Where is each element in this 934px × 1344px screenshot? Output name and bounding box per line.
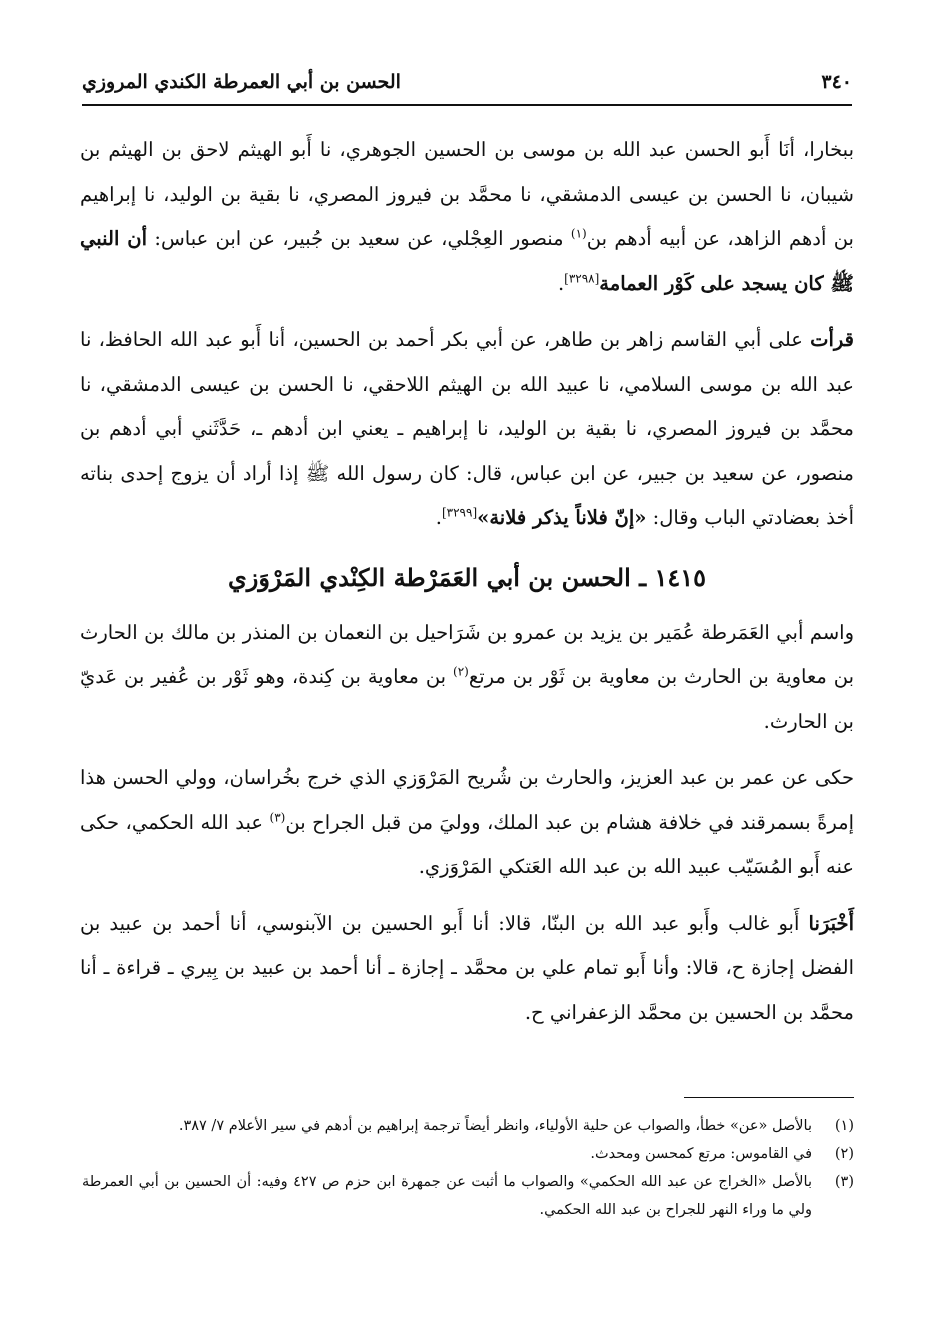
text-run: أَبو غالب وأَبو عبد الله بن البنّا، قالا: أنا أَبو الحسين بن الآبنوسي، أنا أحمد بن عبيد بن الفضل إجازة ح، قالا: وأنا أَبو تمام علي بن محمَّد ـ إجازة ـ أنا أحمد بن عبيد بن بِيري ـ قراءة ـ أنا محمَّد بن الحسين بن محمَّد الزعفراني ح. [80,911,854,1024]
footnote-marker: (١) [570,226,587,241]
footnote-marker: (٢) [453,664,469,679]
bold-text: أن النبي ﷺ كان يسجد على كَوْر العمامة [80,227,854,295]
main-text [80,128,854,1047]
text-run: بن معاوية بن كِندة، وهو ثَوْر بن عُفير بن عَديّ بن الحارث. [80,665,854,733]
paragraph [80,128,854,306]
text-run: ببخارا، أنَا أَبو الحسن عبد الله بن موسى بن الحسين الجوهري، نا أَبو الهيثم لاحق بن الهيثم بن شيبان، نا الحسن بن عيسى الدمشقي، نا محمَّد بن فيروز المصري، نا بقية بن الوليد، نا إبراهيم بن أدهم الزاهد، عن أبيه أدهم بن [80,138,854,250]
running-title: الحسن بن أبي العمرطة الكندي المروزي [82,71,401,93]
paragraph [80,611,854,745]
text-run: . [557,271,565,295]
paragraph [80,756,854,890]
footnote [82,1112,854,1140]
text-run: حكى عن عمر بن عبد العزيز، والحارث بن شُريح المَرْوَزي الذي خرج بخُراسان، وولي الحسن هذا إمرةً بسمرقند في خلافة هشام بن عبد الملك، ووليَ من قبل الجراح بن [80,766,854,834]
footnote-text: بالأصل «الخراج عن عبد الله الحكمي» والصواب ما أثبت عن جمهرة ابن حزم ص ٤٢٧ وفيه: أن الحسين بن أبي العمرطة ولي ما وراء النهر للجراح بن عبد الله الحكمي. [82,1174,812,1218]
paragraphs-after [80,611,854,1036]
header-rule [82,104,852,106]
text-run: عبد الله الحكمي، حكى عنه أَبو المُسَيّب عبيد الله بن عبد الله العَتكي المَرْوَزي. [80,810,854,878]
paragraph [80,902,854,1036]
footnote-marker: [٣٢٩٨] [564,271,600,285]
footnotes [82,1112,854,1224]
footnote-number: (١) [834,1118,854,1134]
text-run: واسم أبي العَمَرطة عُمَير بن يزيد بن عمرو بن شَرَاحيل بن النعمان بن المنذر بن مالك بن الحارث بن معاوية بن الحارث بن معاوية بن ثَوْر بن مرتع [80,620,854,688]
footnote [82,1140,854,1168]
bold-text: قرأت [810,328,854,351]
page-header [82,62,852,102]
text-run: على أبي القاسم زاهر بن طاهر، عن أبي بكر أحمد بن الحسين، أنا أَبو عبد الله الحافظ، نا عبد الله بن موسى السلامي، نا عبيد الله بن الهيثم اللاحقي، نا الحسن بن عيسى الدمشقي، نا محمَّد بن فيروز المصري، نا بقية بن الوليد، نا إبراهيم ـ يعني ابن أدهم ـ، حَدَّثَني أبي أدهم بن منصور، عن سعيد بن جبير، عن ابن عباس، قال: كان رسول الله ﷺ إذا أراد أن يزوج إحدى بناته أخذ بعضادتي الباب وقال: [80,328,854,529]
text-run: . [435,506,442,529]
footnote-number: (٢) [834,1146,854,1162]
footnote-number: (٣) [834,1174,854,1190]
footnote-marker: [٣٢٩٩] [441,505,478,520]
footnote-text: بالأصل «عن» خطأ، والصواب عن حلية الأولياء، وانظر أيضاً ترجمة إبراهيم بن أدهم في سير الأعلام ٧/ ٣٨٧. [178,1118,812,1134]
paragraphs-before [80,128,854,541]
footnote [82,1168,854,1224]
footnote-rule [684,1097,854,1098]
bold-text: أَخْبَرَنا [808,911,854,935]
footnote-text: في القاموس: مرتع كمحسن ومحدث. [590,1146,812,1162]
section-heading: ١٤١٥ ـ الحسن بن أبي العَمَرْطة الكِنْدي المَرْوَزي [227,562,707,592]
bold-text: «إنّ فلاناً يذكر فلانة» [477,506,647,529]
text-run: منصور العِجْلي، عن سعيد بن جُبير، عن ابن عباس: [147,227,571,250]
paragraph [80,318,854,541]
footnote-marker: (٣) [269,810,286,824]
page-number: ٣٤٠ [821,71,852,93]
